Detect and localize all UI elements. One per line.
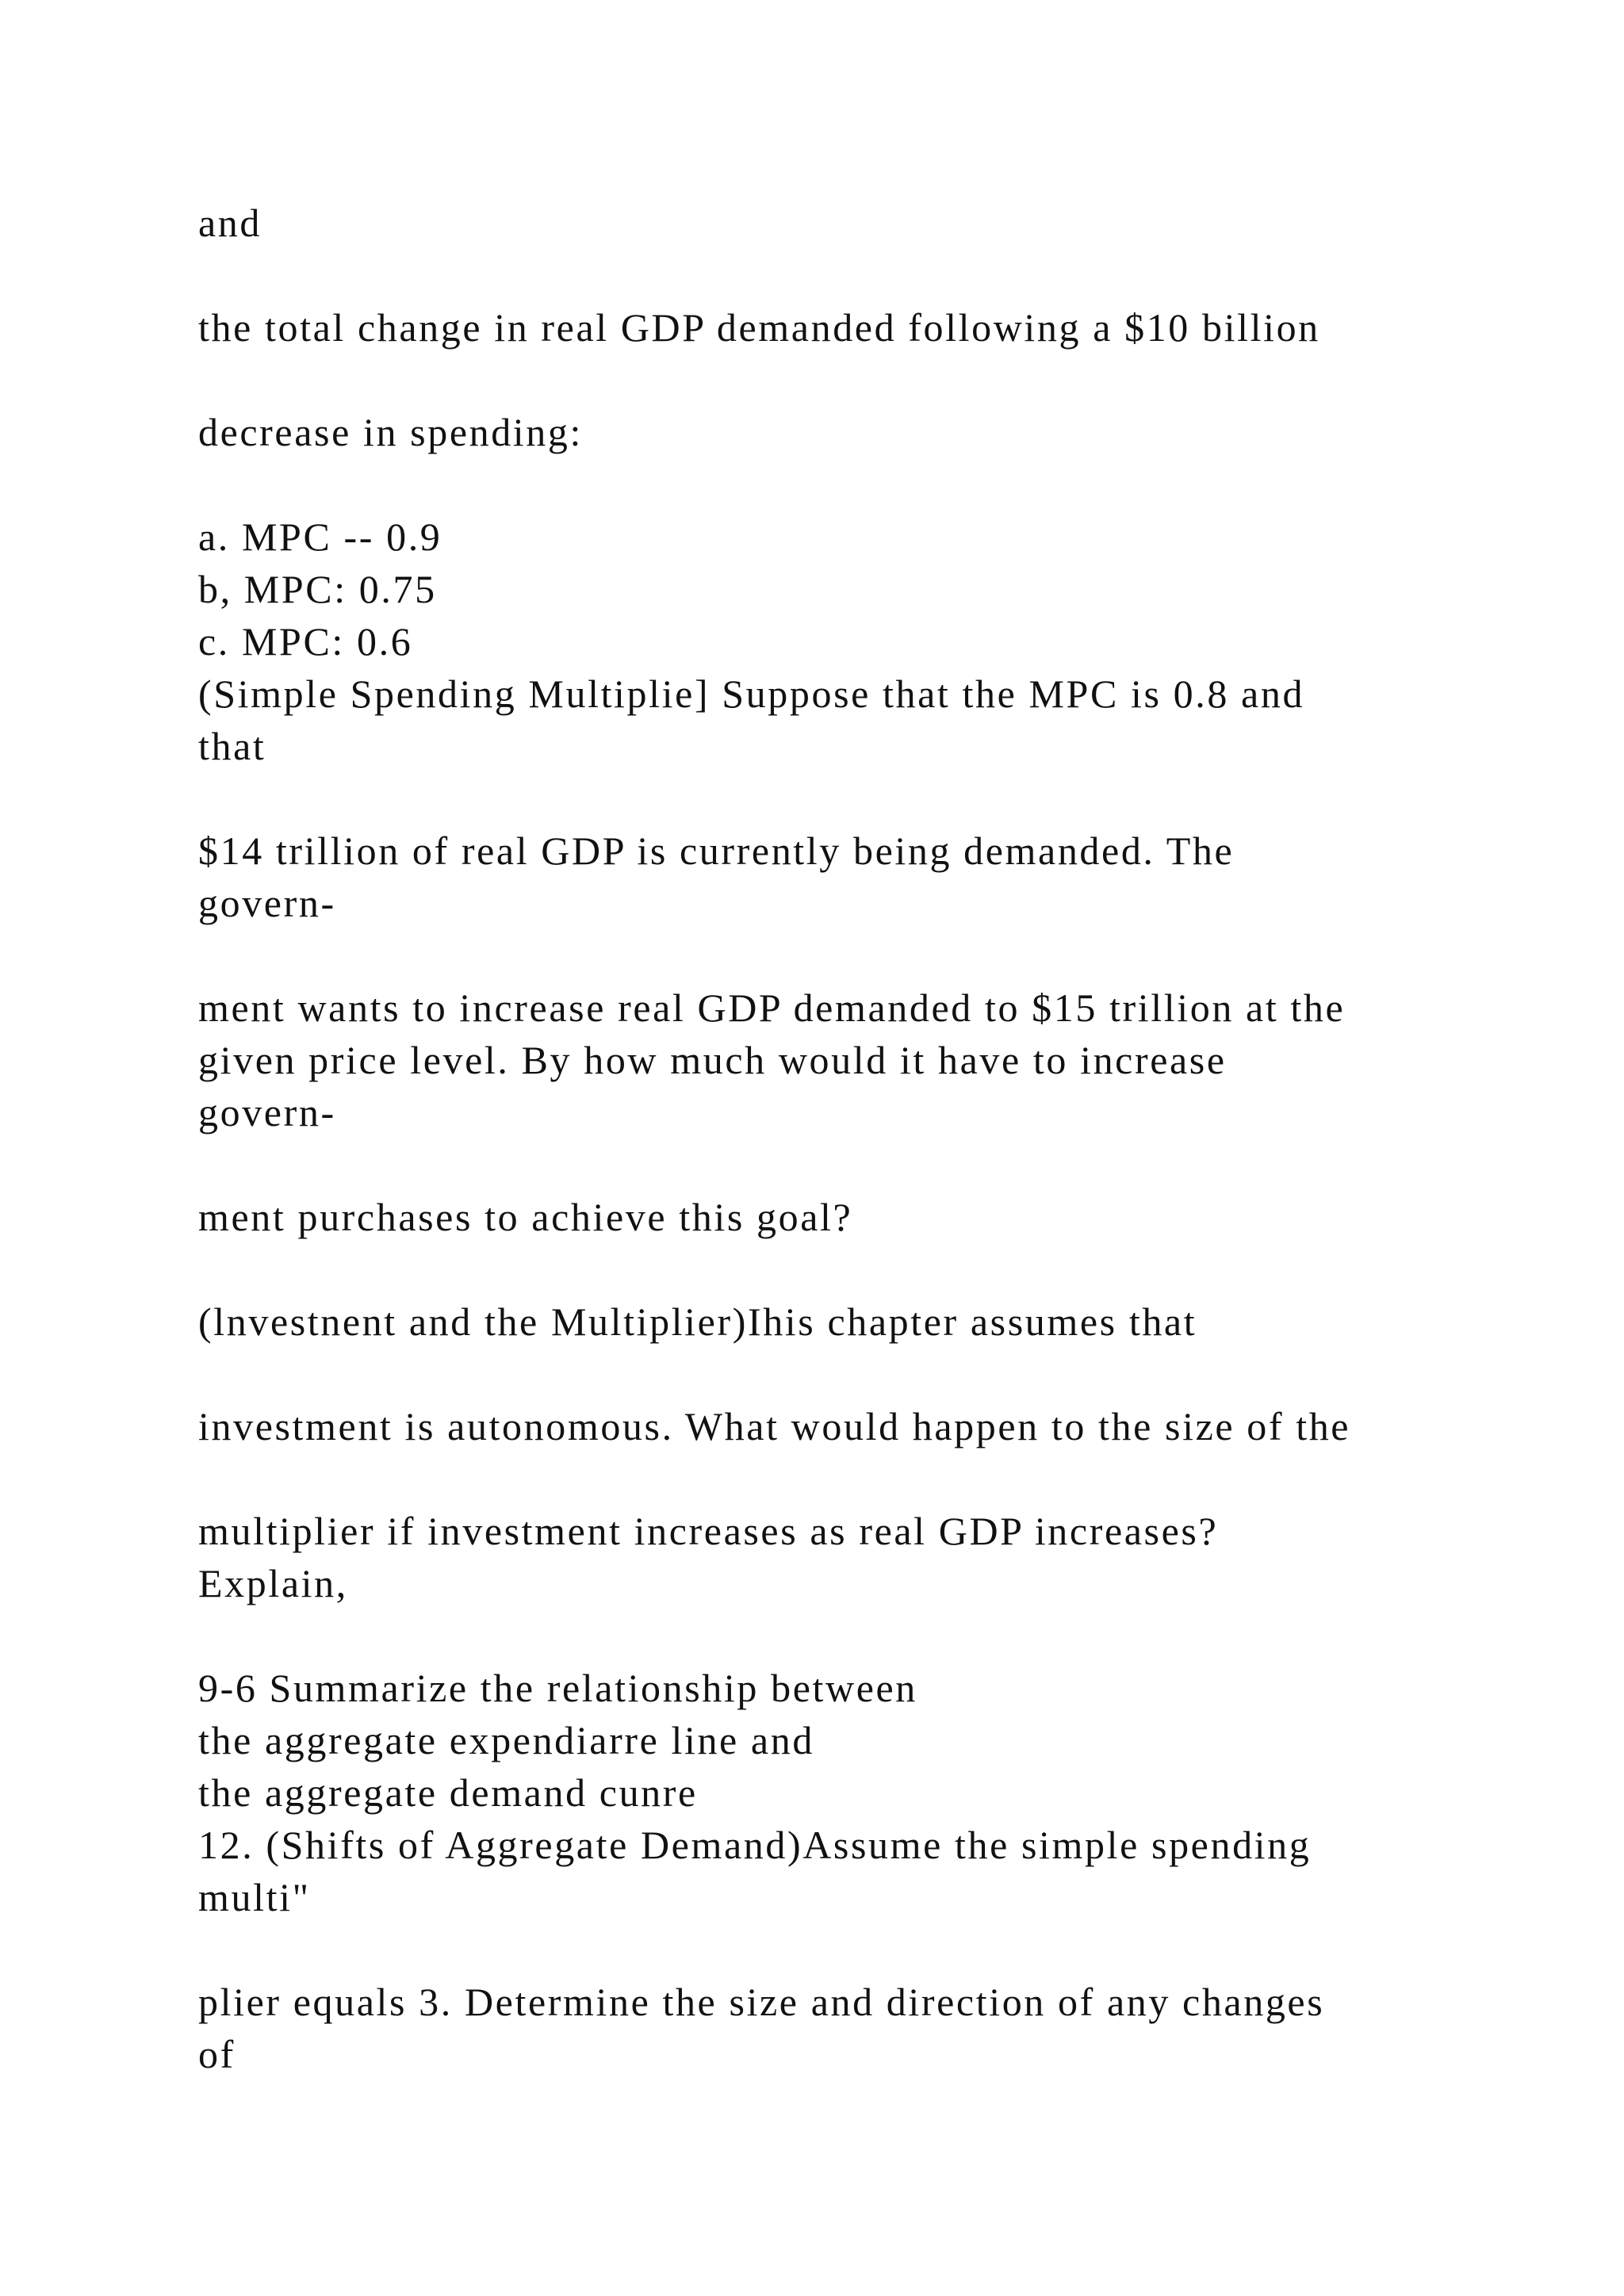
text-line: multi"	[198, 1875, 311, 1919]
text-line: ment purchases to achieve this goal?	[198, 1195, 853, 1239]
list-item: b, MPC: 0.75	[198, 567, 437, 611]
list-item: a. MPC -- 0.9	[198, 515, 442, 559]
text-line: and	[198, 201, 262, 245]
text-line: 9-6 Summarize the relationship between	[198, 1666, 917, 1710]
text-line: (Simple Spending Multiplie] Suppose that the MPC is 0.8 and	[198, 672, 1305, 716]
text-line: govern-	[198, 1090, 336, 1135]
text-line: investment is autonomous. What would happen to the size of the	[198, 1404, 1351, 1448]
text-line: given price level. By how much would it have to increase	[198, 1038, 1227, 1082]
text-line: of	[198, 2032, 236, 2076]
text-line: ment wants to increase real GDP demanded to $15 trillion at the	[198, 985, 1346, 1030]
text-line: govern-	[198, 881, 336, 925]
text-line: plier equals 3. Determine the size and direction of any changes	[198, 1980, 1325, 2024]
text-line: 12. (Shifts of Aggregate Demand)Assume the simple spending	[198, 1823, 1312, 1867]
text-line: multiplier if investment increases as real GDP increases?	[198, 1509, 1219, 1553]
text-line: $14 trillion of real GDP is currently being demanded. The	[198, 828, 1235, 873]
text-line: the total change in real GDP demanded following a $10 billion	[198, 305, 1320, 350]
text-line: decrease in spending:	[198, 410, 583, 454]
text-line: that	[198, 724, 266, 768]
text-line: Explain,	[198, 1561, 348, 1605]
list-item: c. MPC: 0.6	[198, 619, 413, 664]
text-line: the aggregate expendiarre line and	[198, 1718, 814, 1762]
text-line: the aggregate demand cunre	[198, 1770, 698, 1815]
text-line: (lnvestnent and the Multiplier)Ihis chapter assumes that	[198, 1299, 1197, 1344]
